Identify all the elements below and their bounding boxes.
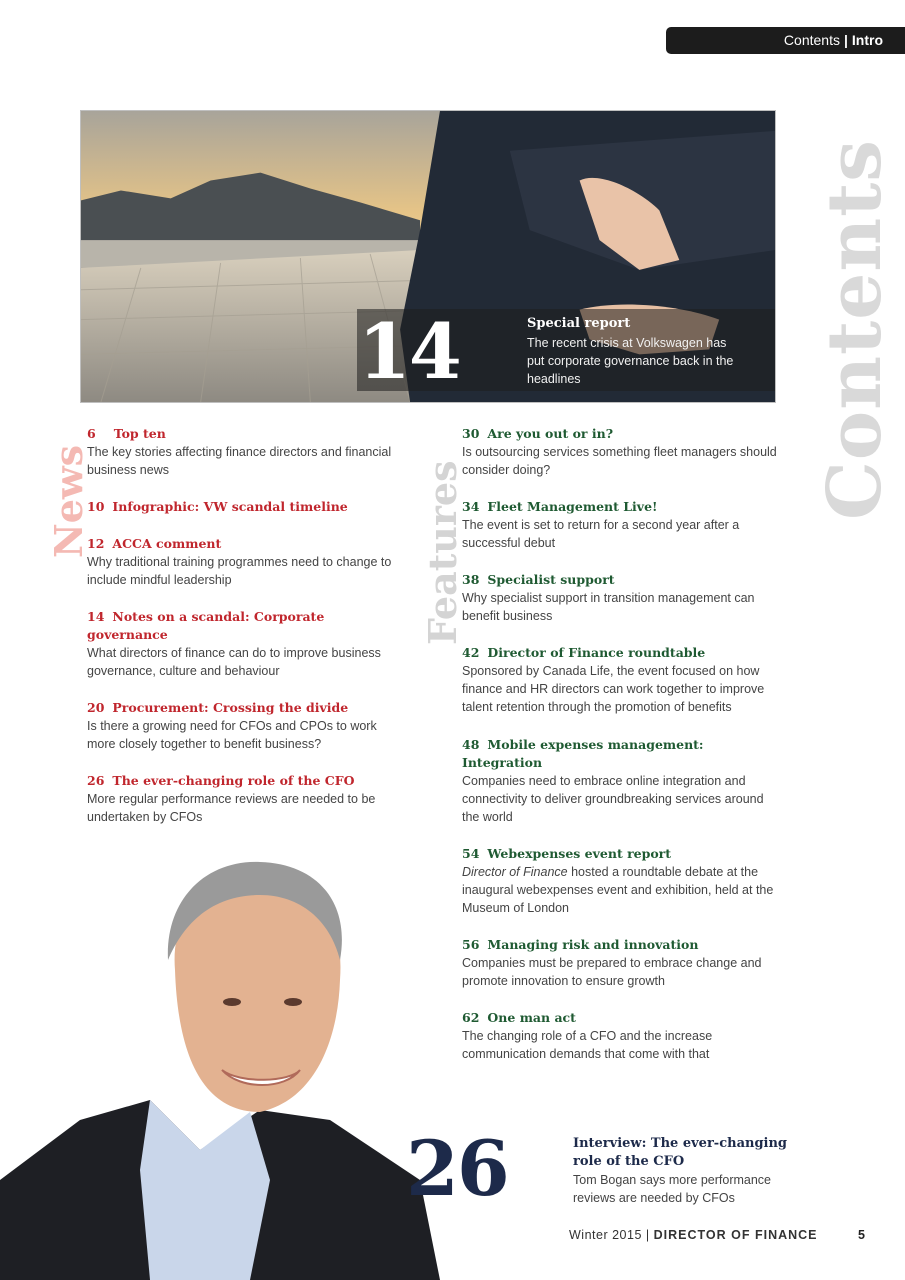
entry-title: ACCA comment: [112, 536, 222, 551]
list-item[interactable]: [462, 644, 782, 716]
page-number: 62: [462, 1010, 480, 1025]
page-number: 26: [87, 773, 105, 788]
footer: Winter 2015 | DIRECTOR OF FINANCE: [569, 1228, 818, 1242]
interview-portrait[interactable]: [0, 850, 440, 1280]
entry-title: Webexpenses event report: [487, 846, 672, 861]
interview-description: Tom Bogan says more performance reviews are needed by CFOs: [573, 1173, 772, 1205]
entry-title: Mobile expenses management: Integration: [462, 737, 704, 770]
page-number: 56: [462, 937, 480, 952]
page-number: 42: [462, 645, 480, 660]
publication-name: Director of Finance: [462, 865, 568, 879]
entry-description: Is outsourcing services something fleet managers should consider doing?: [462, 445, 777, 477]
page-number: 6: [87, 426, 96, 441]
page-number: 12: [87, 536, 105, 551]
section-header-tab: Contents | Intro: [666, 27, 905, 54]
list-item[interactable]: [462, 936, 782, 990]
entry-title: Top ten: [113, 426, 166, 441]
page-number: 14: [87, 609, 105, 624]
features-vertical-label: Features: [420, 460, 465, 645]
list-item[interactable]: [87, 608, 392, 680]
entry-description: Companies need to embrace online integration and connectivity to deliver groundbreaking services around the world: [462, 774, 764, 824]
entry-title: The ever-changing role of the CFO: [112, 773, 355, 788]
magazine-name: DIRECTOR OF FINANCE: [653, 1228, 818, 1242]
page-number: 48: [462, 737, 480, 752]
page-number: 54: [462, 846, 480, 861]
entry-title: Infographic: VW scandal timeline: [112, 499, 348, 514]
list-item[interactable]: [87, 772, 407, 826]
list-item[interactable]: [87, 699, 407, 753]
header-subsection: Intro: [851, 32, 883, 48]
entry-description: The event is set to return for a second year after a successful debut: [462, 518, 740, 550]
issue-date: Winter 2015: [569, 1228, 642, 1242]
entry-title: Notes on a scandal: Corporate governance: [87, 609, 325, 642]
entry-title: Specialist support: [487, 572, 615, 587]
entry-title: One man act: [487, 1010, 576, 1025]
list-item[interactable]: [462, 1009, 782, 1063]
entry-description: Companies must be prepared to embrace change and promote innovation to ensure growth: [462, 956, 762, 988]
page-number: 10: [87, 499, 105, 514]
page-number: 30: [462, 426, 480, 441]
entry-description: The changing role of a CFO and the increase communication demands that come with that: [462, 1029, 713, 1061]
entry-description: Sponsored by Canada Life, the event focused on how finance and HR directors can work together to improve talent retention through the promotion of benefits: [462, 664, 765, 714]
entry-description: Why traditional training programmes need to change to include mindful leadership: [87, 555, 392, 587]
entry-description: Why specialist support in transition management can benefit business: [462, 591, 755, 623]
entry-title: Managing risk and innovation: [487, 937, 699, 952]
list-item[interactable]: [462, 498, 782, 552]
hero-title: Special report: [527, 316, 631, 331]
page-number: 38: [462, 572, 480, 587]
hero-page-number: 14: [358, 307, 460, 396]
entry-description: What directors of finance can do to improve business governance, culture and behaviour: [87, 646, 381, 678]
page-number-footer: 5: [858, 1228, 865, 1242]
entry-title: Procurement: Crossing the divide: [112, 700, 349, 715]
list-item[interactable]: [87, 535, 407, 589]
entry-description: Director of Finance hosted a roundtable debate at the inaugural webexpenses event and exhibition, held at the Museum of London: [462, 865, 774, 915]
entry-title: Fleet Management Live!: [487, 499, 658, 514]
list-item[interactable]: [462, 571, 782, 625]
entry-title: Director of Finance roundtable: [487, 645, 706, 660]
entry-description: Is there a growing need for CFOs and CPOs to work more closely together to benefit business?: [87, 719, 377, 751]
list-item[interactable]: [87, 498, 407, 516]
list-item[interactable]: [87, 425, 407, 479]
page-number: 20: [87, 700, 105, 715]
entry-title: Are you out or in?: [487, 426, 614, 441]
entry-description: The key stories affecting finance directors and financial business news: [87, 445, 392, 477]
news-vertical-label: News: [46, 444, 91, 558]
list-item[interactable]: [462, 425, 782, 479]
hero-description: The recent crisis at Volkswagen has put corporate governance back in the headlines: [527, 336, 734, 386]
list-item[interactable]: [462, 845, 782, 917]
interview-page-number: 26: [406, 1124, 508, 1213]
contents-vertical-title: Contents: [812, 139, 898, 520]
page-number: 34: [462, 499, 480, 514]
interview-title[interactable]: Interview: The ever-changing role of the CFO: [573, 1136, 788, 1169]
entry-description: More regular performance reviews are needed to be undertaken by CFOs: [87, 792, 376, 824]
header-section: Contents: [783, 32, 840, 48]
list-item[interactable]: [462, 736, 772, 826]
